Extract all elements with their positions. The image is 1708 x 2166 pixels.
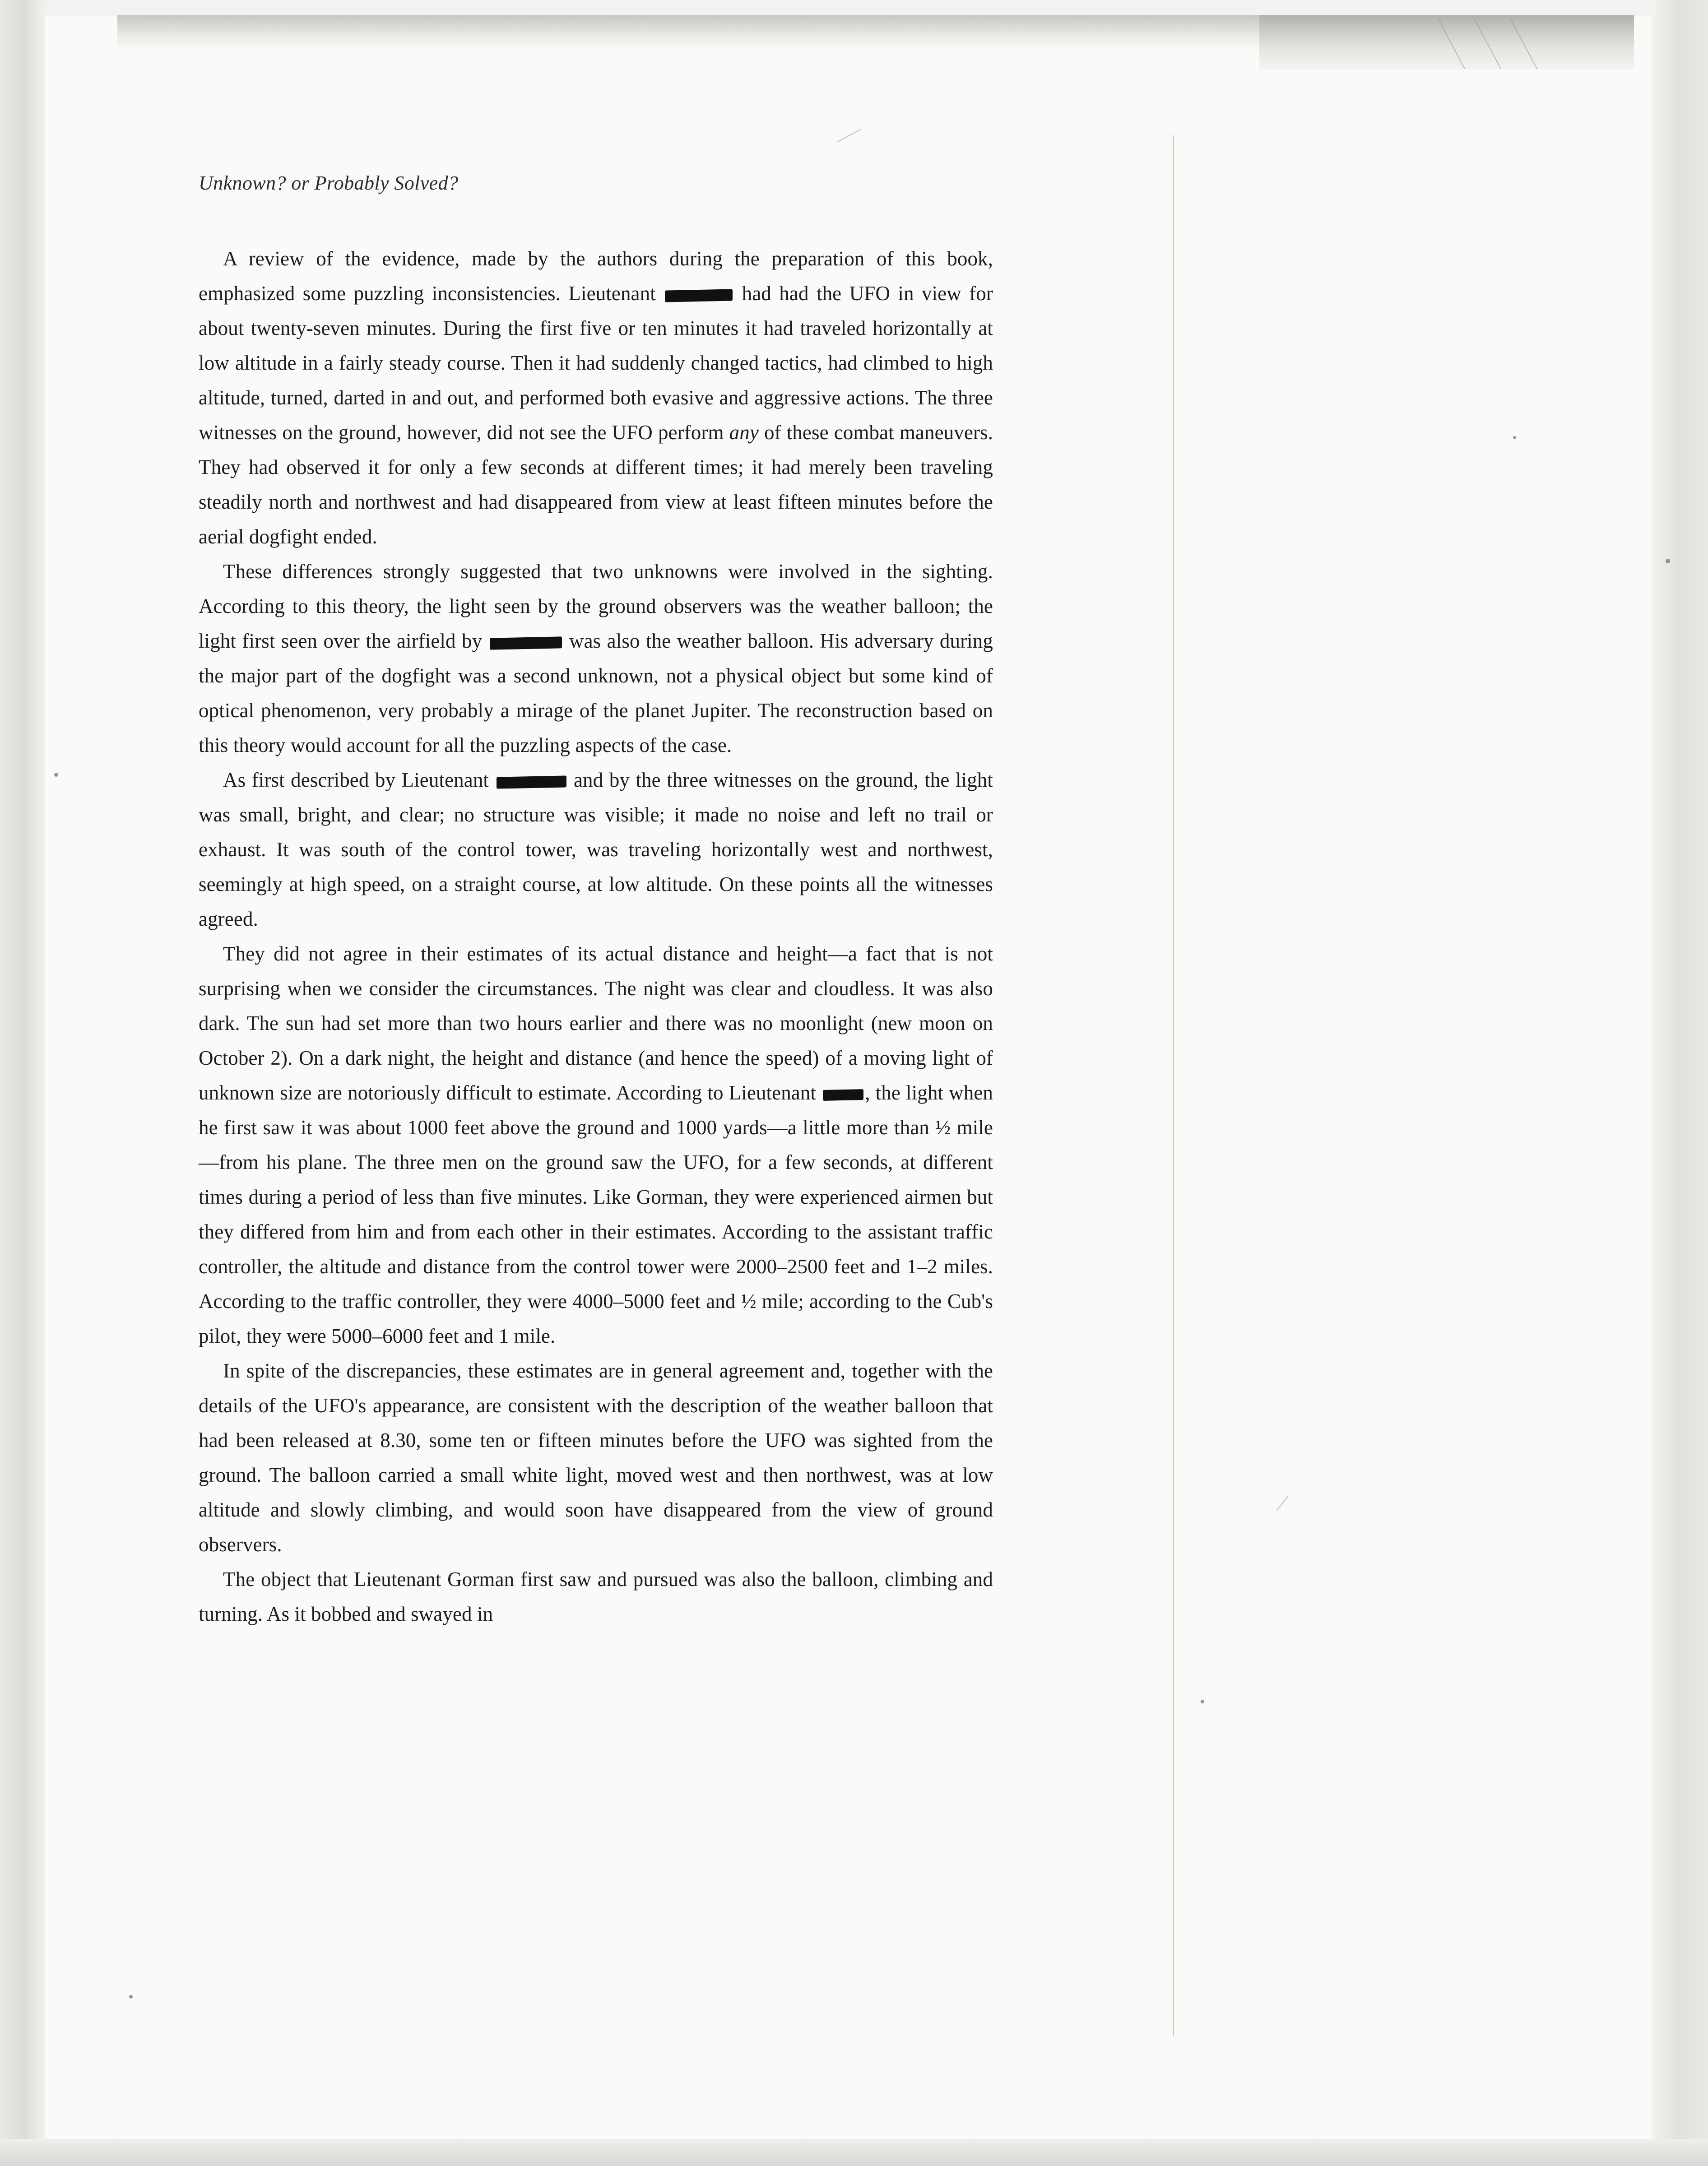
document-text-column: [199, 172, 993, 1632]
paragraph-4-text-b: , the light when he first saw it was about 1000 feet above the ground and 1000 yards—a little more than ½ mile—from his plane. The three men on the ground saw the UFO, for a few seconds, at different times during a period of less than five minutes. Like Gorman, they were experienced airmen but they differed from him and from each other in their estimates. According to the assistant traffic controller, the altitude and distance from the control tower were 2000–2500 feet and 1–2 miles. According to the traffic controller, they were 4000–5000 feet and ½ mile; according to the Cub's pilot, they were 5000–6000 feet and 1 mile.: [199, 1081, 993, 1347]
scan-speck: [1666, 559, 1670, 563]
scan-speck: [54, 773, 58, 777]
paragraph-1: [199, 241, 993, 554]
page-edge-bottom: [0, 2139, 1708, 2166]
scan-smudge-top-right: [1259, 15, 1634, 70]
redaction-mark: [497, 775, 566, 788]
redaction-mark: [823, 1089, 863, 1101]
paragraph-3-text-b: and by the three witnesses on the ground, the light was small, bright, and clear; no structure was visible; it made no noise and left no trail or exhaust. It was south of the control tower, was traveling horizontally west and northwest, seemingly at high speed, on a straight course, at low altitude. On these points all the witnesses agreed.: [199, 769, 993, 930]
page-edge-left: [0, 0, 45, 2166]
paragraph-4: [199, 937, 993, 1354]
paragraph-2: [199, 554, 993, 763]
paragraph-5-text: In spite of the discrepancies, these estimates are in general agreement and, together with the details of the UFO's appearance, are consistent with the description of the weather balloon that had been released at 8.30, some ten or fifteen minutes before the UFO was sighted from the ground. The balloon carried a small white light, moved west and then northwest, was at low altitude and slowly climbing, and would soon have disappeared from the view of ground observers.: [199, 1359, 993, 1556]
paragraph-2-text-a: These differences strongly suggested that two unknowns were involved in the sighting. According to this theory, the light seen by the ground observers was the weather balloon; the light first seen over the airfield by: [199, 560, 993, 652]
paragraph-6: [199, 1562, 993, 1632]
paragraph-1-text-b: had had the UFO in view for about twenty-seven minutes. During the first five or ten minutes it had traveled horizontally at low altitude in a fairly steady course. Then it had suddenly changed tactics, had climbed to high altitude, turned, darted in and out, and performed both evasive and aggressive actions. The three witnesses on the ground, however, did not see the UFO perform: [199, 282, 993, 444]
scan-speck: [1513, 436, 1516, 439]
running-head: Unknown? or Probably Solved?: [199, 172, 459, 194]
redaction-mark: [490, 636, 562, 649]
paragraph-3: [199, 763, 993, 937]
paragraph-1-italic: any: [729, 421, 759, 444]
paragraph-4-text-a: They did not agree in their estimates of its actual distance and height—a fact that is not surprising when we consider the circumstances. The night was clear and cloudless. It was also dark. The sun had set more than two hours earlier and there was no moonlight (new moon on October 2). On a dark night, the height and distance (and hence the speed) of a moving light of unknown size are notoriously difficult to estimate. According to Lieutenant: [199, 942, 993, 1104]
paragraph-5: [199, 1354, 993, 1562]
paragraph-2-text-b: was also the weather balloon. His adversary during the major part of the dogfight was a second unknown, not a physical object but some kind of optical phenomenon, very probably a mirage of the planet Jupiter. The reconstruction based on this theory would account for all the puzzling aspects of the case.: [199, 630, 993, 756]
scan-speck: [1201, 1700, 1204, 1703]
paragraph-1-text-a: A review of the evidence, made by the authors during the preparation of this book, emphasized some puzzling inconsistencies. Lieutenant: [199, 247, 993, 305]
page-vertical-rule: [1173, 135, 1174, 2036]
paragraph-3-text-a: As first described by Lieutenant: [223, 769, 495, 791]
redaction-mark: [665, 289, 733, 302]
paragraph-6-text: The object that Lieutenant Gorman first saw and pursued was also the balloon, climbing and turning. As it bobbed and swayed in: [199, 1568, 993, 1625]
paragraph-1-text-c: of these combat maneuvers. They had observed it for only a few seconds at different times; it had merely been traveling steadily north and northwest and had disappeared from view at least fifteen minutes before the aerial dogfight ended.: [199, 421, 993, 548]
page-edge-right: [1652, 0, 1708, 2166]
scan-speck: [129, 1995, 133, 1999]
